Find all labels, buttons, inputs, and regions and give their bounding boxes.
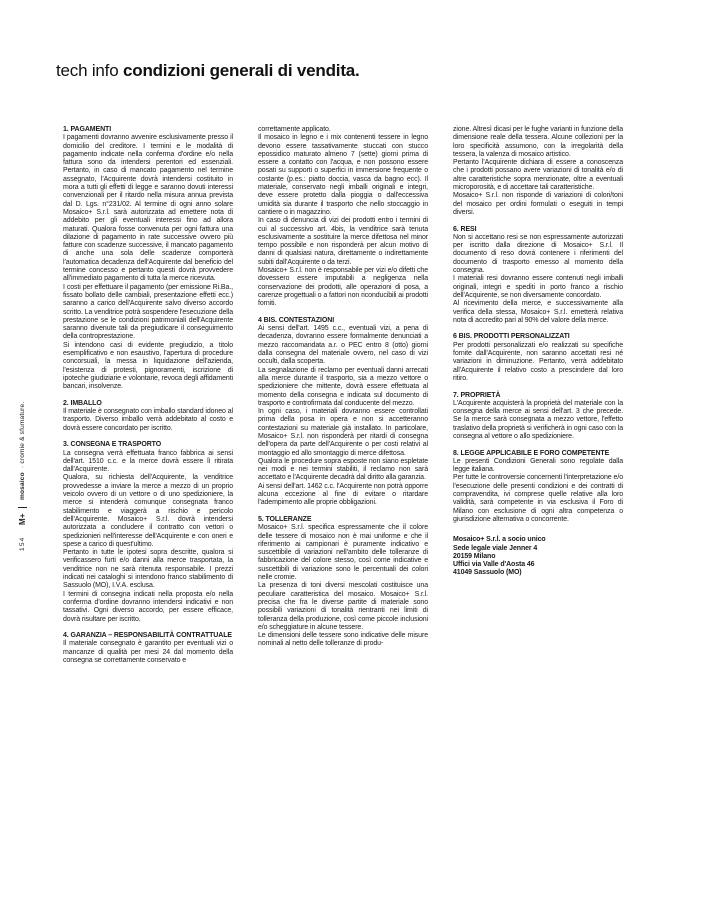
section-block (453, 226, 623, 326)
section-heading: 4. GARANZIA – RESPONSABILITÀ CONTRATTUALE (63, 632, 232, 640)
paragraph: Si intendono casi di evidente pregiudizio, a titolo esemplificativo e non esaustivo, l'apertura di procedure concorsuali, la messa in liquidazione dell'azienda, l'esistenza di protesti, pignoramenti, iscrizione di ipoteche giudiziarie e volontarie, revoca degli affidamenti bancari, insolvenze. (63, 341, 233, 391)
paragraph: Il mosaico in legno e i mix contenenti tessere in legno devono essere tassativamente stuccati con stucco epossidico maturato almeno 7 (sette) giorni prima di essere a contatto con l'acqua, e non possono essere posati su supporti o superfici in immersione frequente o costante (p.es.: piatto doccia, vasca da bagno ecc). Il materiale, conservato negli imballi originali e integri, deve essere protetto dalla pioggia o dall'eccessiva umidità sia durante il trasporto che nello stoccaggio in cantiere o in magazzino. (258, 134, 428, 216)
section-block (453, 126, 623, 217)
paragraph: In caso di denuncia di vizi dei prodotti entro i termini di cui al successivo art. 4bis, la venditrice sarà tenuta esclusivamente a sostituire la merce difettosa nel minor tempo possibile e non risponderà per alcun motivo di danni di qualsiasi natura, direttamente o indirettamente subiti dall'Acquirente o da terzi. (258, 217, 428, 266)
paragraph: correttamente applicato. (258, 126, 331, 133)
conditions-text-columns (63, 126, 623, 665)
paragraph: Mosaico+ S.r.l. non è responsabile per vizi e/o difetti che dovessero essere imputabili a negligenza nella conservazione dei prodotti, alle operazioni di posa, a carenze progettuali o a fattori non riconducibili ai prodotti forniti. (258, 267, 428, 308)
section-heading: 4 BIS. CONTESTAZIONI (258, 316, 335, 324)
company-address-line: Uffici via Valle d'Aosta 46 (453, 561, 535, 569)
section-block (453, 333, 623, 383)
paragraph: Le dimensioni delle tessere sono indicative delle misure nominali al netto delle tolleranze di produ- (258, 632, 428, 648)
paragraph: In ogni caso, i materiali dovranno essere controllati prima della posa in opera e non si accetteranno contestazioni su materiale già installato. In particolare, Mosaico+ S.r.l. non risponderà per ritardi di consegna dell'opera da parte dell'Acquirente o per costi relativi al montaggio ed allo smontaggio di merce difettosa. (258, 408, 428, 457)
section-heading: 3. CONSEGNA E TRASPORTO (63, 441, 162, 449)
text-column-3 (453, 126, 623, 665)
paragraph: Il materiale è consegnato con imballo standard idoneo al trasporto. Diverso imballo verrà addebitato al costo e dovrà essere concordato per iscritto. (63, 408, 233, 432)
paragraph: Ai sensi dell'art. 1495 c.c., eventuali vizi, a pena di decadenza, dovranno essere formalmente denunciati a mezzo raccomandata a.r. o PEC entro 8 (otto) giorni dalla consegna del materiale ovvero, nel caso di vizi occulti, dalla scoperta. (258, 325, 428, 366)
paragraph: Il materiale consegnato è garantito per eventuali vizi o mancanze di qualità per mesi 24 dal momento della consegna se correttamente conservato e (63, 640, 233, 664)
collection-caption: · cromie & sfumature. (19, 401, 26, 468)
paragraph: I materiali resi dovranno essere contenuti negli imballi originali, integri e spediti in porto franco a rischio dell'Acquirente, se non diversamente concordato. (453, 275, 623, 299)
section-block (258, 126, 428, 309)
text-column-1 (63, 126, 233, 665)
paragraph: L'Acquirente acquisterà la proprietà del materiale con la consegna della merce ai sensi dell'art. 3 che precede. Se la merce sarà consegnata a mezzo vettore, l'effetto traslativo della proprietà si verificherà in ogni caso con la consegna al vettore o allo spedizioniere. (453, 399, 623, 440)
section-block (453, 450, 623, 525)
company-address-line: Mosaico+ S.r.l. a socio unico (453, 536, 546, 544)
paragraph: Mosaico+ S.r.l. specifica espressamente che il colore delle tessere di mosaico non è mai uniforme e che il riferimento ai campionari è puramente indicativo e suscettibile di variazioni nell'ambito delle tolleranze di fabbricazione del colore stesso, così come indicative e suscettibili di variazione sono le percentuali dei colori nelle cromie. (258, 524, 428, 582)
section-block (63, 400, 233, 433)
paragraph: Per tutte le controversie concernenti l'interpretazione e/o l'esecuzione delle presenti condizioni e dei contratti di compravendita, ivi comprese quelle relative alla loro validità, sarà competente in via esclusiva il Foro di Milano con esclusione di ogni altra competenza o giurisdizione alternativa o concorrente. (453, 474, 623, 523)
section-heading: 6. RESI (453, 225, 477, 233)
paragraph: Pertanto in tutte le ipotesi sopra descritte, qualora si verificassero furti e/o danni alla merce trasportata, la venditrice non ne sarà ritenuta responsabile. I prezzi indicati nei cataloghi si intendono franco stabilimento di Sassuolo (MO), I.V.A. esclusa. (63, 549, 233, 590)
paragraph: I termini di consegna indicati nella proposta e/o nella conferma d'ordine dovranno intendersi indicativi e non tassativi. Ogni diverso accordo, per essere efficace, dovrà risultare per iscritto. (63, 590, 233, 623)
text-column-2 (258, 126, 428, 665)
paragraph: I costi per effettuare il pagamento (per emissione Ri.Ba., fissato bollato delle cambiali, presentazione effetti ecc.) saranno a carico dell'Acquirente salvo diverso accordo scritto. La venditrice potrà sospendere l'esecuzione della prestazione se le condizioni patrimoniali dell'Acquirente saranno divenute tali da pregiudicare il conseguimento della controprestazione. (63, 283, 233, 341)
brand-name: mosaico (19, 471, 26, 500)
page-title-prefix: tech info (56, 61, 123, 80)
paragraph: Mosaico+ S.r.l. non risponde di variazioni di colori/toni del mosaico per ordini formulati o eseguiti in tempi diversi. (453, 192, 623, 216)
section-heading: 2. IMBALLO (63, 399, 102, 407)
section-heading: 5. TOLLERANZE (258, 515, 312, 523)
page-edge-caption (18, 283, 33, 551)
section-heading: 1. PAGAMENTI (63, 126, 112, 133)
company-address-line: 20159 Milano (453, 552, 496, 560)
company-info-block (453, 536, 623, 577)
paragraph: Per prodotti personalizzati e/o realizzati su specifiche fornite dall'Acquirente, non saranno accettati resi né variazioni in diminuzione. Pertanto, verrà addebitato all'Acquirente il relativo costo a prescindere dal loro ritiro. (453, 341, 623, 382)
paragraph: zione. Altresì dicasi per le fughe varianti in funzione della dimensione reale della tessera. Alcune collezioni per la loro specificità assumono, con la irregolarità della tessera, la valenza di mosaico artistico. (453, 126, 623, 158)
mosaicoplus-logo-icon: M+ (18, 507, 27, 525)
section-block (63, 632, 233, 665)
paragraph: Qualora le procedure sopra esposte non siano espletate nei modi e nei termini stabiliti, il reclamo non sarà accettato e l'Acquirente decadrà dal diritto alla garanzia. (258, 457, 428, 482)
section-block (258, 516, 428, 649)
paragraph: Ai sensi dell'art. 1462 c.c. l'Acquirente non potrà opporre alcuna eccezione al fine di evitare o ritardare l'adempimento alle proprie obbligazioni. (258, 482, 428, 507)
paragraph: Le presenti Condizioni Generali sono regolate dalla legge italiana. (453, 457, 623, 474)
paragraph: I pagamenti dovranno avvenire esclusivamente presso il domicilio del creditore. I termini e le modalità di pagamento indicate nella conferma d'ordine e/o nella fattura sono da intendersi perentori ed essenziali. Pertanto, in caso di mancato pagamento nel termine assegnato, l'Acquirente dovrà intendersi costituito in mora a tutti gli effetti di legge e saranno dovuti interessi convenzionali per il ritardo nella misura annua prevista dal D. Lgs. n°231/02. Al termine di ogni anno solare Mosaico+ S.r.l. sarà autorizzata ad emettere nota di addebito per gli eventuali interessi fino ad allora maturati. Qualora fosse convenuta per ogni fattura una dilazione di pagamento in rate successive ovvero più fatture con scadenze successive, il mancato pagamento di anche una sola delle scadenze comporterà l'automatica decadenza dell'Acquirente dal beneficio del termine concesso e pertanto questi dovrà provvedere all'immediato pagamento di tutta la merce ricevuta. (63, 134, 233, 283)
paragraph: Non si accettano resi se non espressamente autorizzati per iscritto dalla direzione di Mosaico+ S.r.l. Il documento di reso dovrà contenere i riferimenti del documento di trasporto emesso al momento della consegna. (453, 233, 623, 275)
section-heading: 8. LEGGE APPLICABILE E FORO COMPETENTE (453, 449, 610, 457)
section-heading: 6 BIS. PRODOTTI PERSONALIZZATI (453, 333, 570, 341)
paragraph: Qualora, su richiesta dell'Acquirente, la venditrice provvedesse a inviare la merce a mezzo di un proprio veicolo ovvero di un vettore o di uno spedizioniere, la merce si intenderà comunque consegnata franco stabilimento e viaggerà a rischio e pericolo dell'Acquirente. Mosaico+ S.r.l. dovrà intendersi autorizzata a concludere il contratto con vettori o spedizionieri nell'interesse dell'Acquirente e con oneri e spese a carico di quest'ultimo. (63, 474, 233, 548)
company-address-line: 41049 Sassuolo (MO) (453, 569, 522, 577)
paragraph: La consegna verrà effettuata franco fabbrica ai sensi dell'art. 1510 c.c. e la merce dovrà essere lì ritirata dall'Acquirente. (63, 449, 233, 474)
page-title-main: condizioni generali di vendita. (123, 61, 360, 80)
paragraph: Al ricevimento della merce, e successivamente alla verifica della stessa, Mosaico+ S.r.l. emetterà relativa nota di accredito pari al 90% del valore della merce. (453, 300, 623, 324)
paragraph: Pertanto l'Acquirente dichiara di essere a conoscenza che i prodotti possano avere variazioni di tonalità e/o di altre caratteristiche sopra menzionate, oltre a eventuali microporosità, e di accettare tali caratteristiche. (453, 159, 623, 192)
paragraph: La segnalazione di reclamo per eventuali danni arrecati alla merce durante il trasporto, sia a mezzo vettore o spedizioniere che mittente, dovrà essere effettuata al momento della consegna e indicata sul documento di trasporto e controfirmata dal conducente del mezzo. (258, 366, 428, 407)
section-heading: 7. PROPRIETÀ (453, 391, 501, 399)
page-number: 154 (19, 536, 26, 551)
section-block (63, 441, 233, 624)
page-title (56, 60, 360, 82)
section-block (258, 317, 428, 508)
paragraph: La presenza di toni diversi mescolati costituisce una peculiare caratteristica del mosaico. Mosaico+ S.r.l. precisa che fra le diverse partite di materiale sono possibili variazioni di tonalità rientranti nei limiti di tolleranza della produzione, così come piccole inclusioni e/o scheggiature in alcune tessere. (258, 582, 428, 631)
section-block (63, 126, 233, 392)
company-address-line: Sede legale viale Jenner 4 (453, 544, 538, 552)
section-block (453, 392, 623, 442)
